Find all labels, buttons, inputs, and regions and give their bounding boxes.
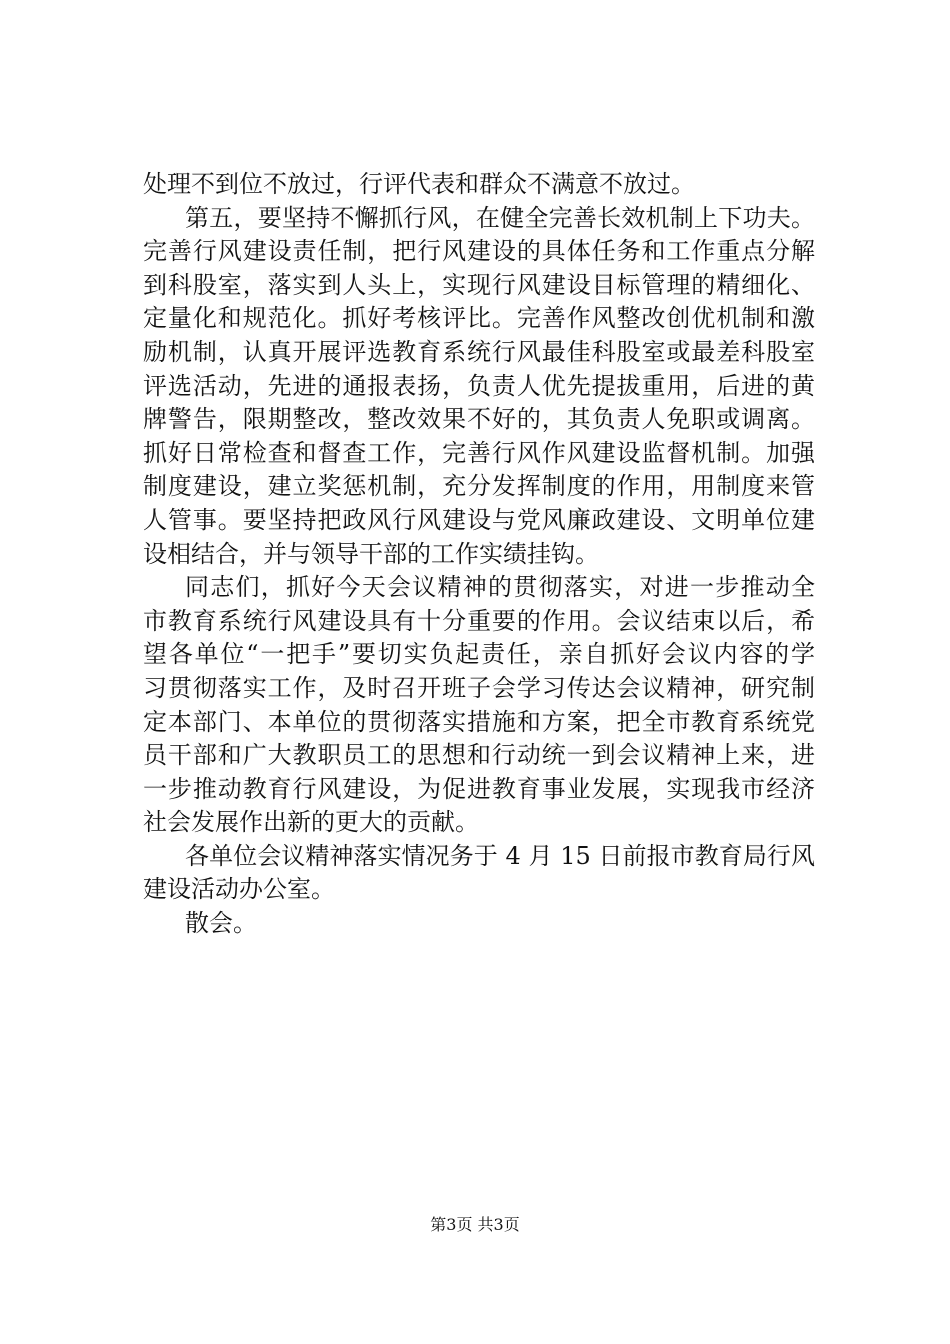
text-line: 人管事。要坚持把政风行风建设与党风廉政建设、文明单位建 <box>143 505 815 534</box>
text-line: 定量化和规范化。抓好考核评比。完善作风整改创优机制和激 <box>143 304 815 333</box>
text-line: 社会发展作出新的更大的贡献。 <box>143 808 479 837</box>
text-line: 建设活动办公室。 <box>143 875 335 904</box>
text-line: 设相结合，并与领导干部的工作实绩挂钩。 <box>143 539 599 568</box>
text-line: 评选活动，先进的通报表扬，负责人优先提拔重用，后进的黄 <box>143 371 815 400</box>
document-body <box>143 168 815 941</box>
text-line: 完善行风建设责任制，把行风建设的具体任务和工作重点分解 <box>143 237 815 266</box>
text-line: 市教育系统行风建设具有十分重要的作用。会议结束以后，希 <box>143 606 815 635</box>
text-line: 制度建设，建立奖惩机制，充分发挥制度的作用，用制度来管 <box>143 472 815 501</box>
text-line: 一步推动教育行风建设，为促进教育事业发展，实现我市经济 <box>143 774 815 803</box>
text-line: 习贯彻落实工作，及时召开班子会学习传达会议精神，研究制 <box>143 673 815 702</box>
text-line: 励机制，认真开展评选教育系统行风最佳科股室或最差科股室 <box>143 337 815 366</box>
page-footer: 第3页 共3页 <box>430 1215 520 1234</box>
text-line: 处理不到位不放过，行评代表和群众不满意不放过。 <box>143 170 695 198</box>
text-line: 定本部门、本单位的贯彻落实措施和方案，把全市教育系统党 <box>143 707 815 736</box>
text-line: 抓好日常检查和督查工作，完善行风作风建设监督机制。加强 <box>143 438 815 467</box>
text-line: 同志们，抓好今天会议精神的贯彻落实，对进一步推动全 <box>185 573 815 602</box>
text-line: 到科股室，落实到人头上，实现行风建设目标管理的精细化、 <box>143 270 815 299</box>
text-line: 各单位会议精神落实情况务于 4 月 15 日前报市教育局行风 <box>185 841 815 870</box>
text-line: 望各单位“一把手”要切实负起责任，亲自抓好会议内容的学 <box>143 640 815 669</box>
text-line: 员干部和广大教职员工的思想和行动统一到会议精神上来，进 <box>143 741 815 770</box>
text-line: 散会。 <box>185 909 257 938</box>
text-line: 牌警告，限期整改，整改效果不好的，其负责人免职或调离。 <box>143 405 815 434</box>
text-line: 第五，要坚持不懈抓行风，在健全完善长效机制上下功夫。 <box>185 203 815 232</box>
